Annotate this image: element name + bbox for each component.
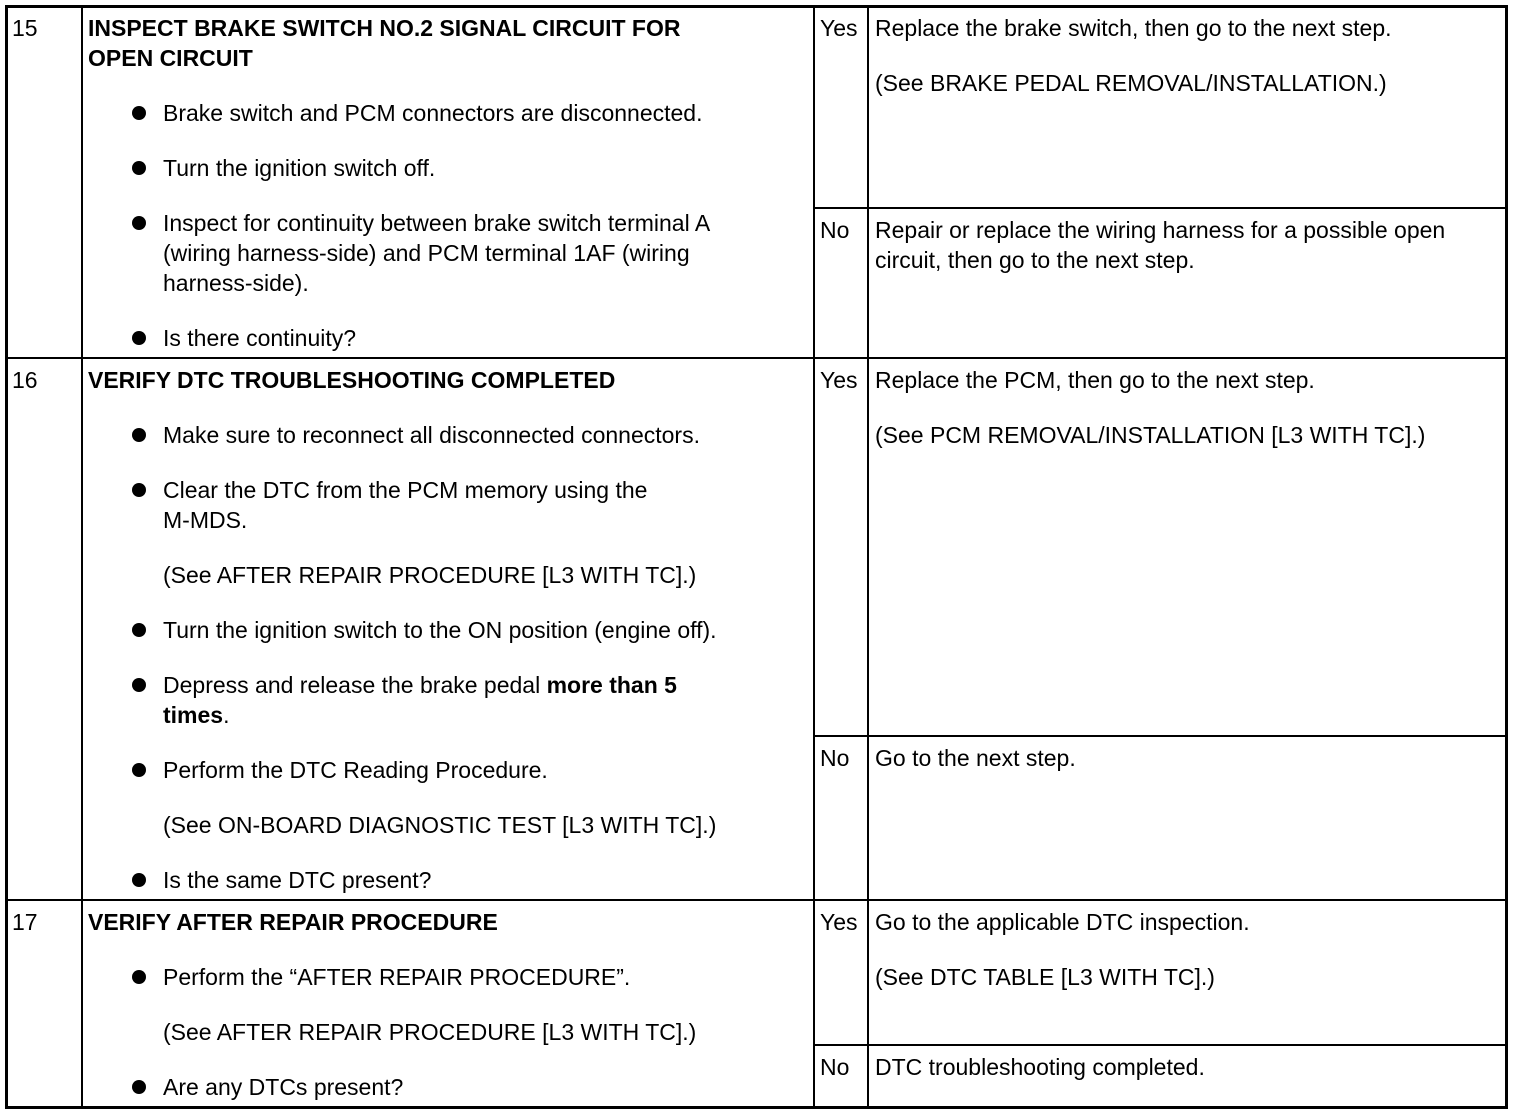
step-bullet: Turn the ignition switch to the ON position (engine off). xyxy=(163,617,717,643)
yes-no-divider xyxy=(813,207,1507,209)
step-number: 17 xyxy=(12,909,38,935)
step-bullet: Make sure to reconnect all disconnected connectors. xyxy=(163,422,700,448)
step-bullet: Inspect for continuity between brake switch terminal A xyxy=(163,210,711,236)
row-divider xyxy=(7,357,1507,359)
bullet-icon xyxy=(132,763,146,777)
step-bullet: Perform the “AFTER REPAIR PROCEDURE”. xyxy=(163,964,631,990)
step-bullet: Depress and release the brake pedal more than 5 xyxy=(163,672,677,698)
step-title: INSPECT BRAKE SWITCH NO.2 SIGNAL CIRCUIT FOR xyxy=(88,15,681,41)
yes-reference: (See DTC TABLE [L3 WITH TC].) xyxy=(875,964,1215,990)
yes-action: Replace the PCM, then go to the next step. xyxy=(875,367,1315,393)
step-title: VERIFY AFTER REPAIR PROCEDURE xyxy=(88,909,498,935)
step-bullet: M-MDS. xyxy=(163,507,248,533)
step-bullet: Is there continuity? xyxy=(163,325,357,351)
step-bullet: Is the same DTC present? xyxy=(163,867,432,893)
step-bullet: Clear the DTC from the PCM memory using the xyxy=(163,477,648,503)
no-label: No xyxy=(820,745,850,771)
step-bullet: Turn the ignition switch off. xyxy=(163,155,436,181)
bullet-icon xyxy=(132,623,146,637)
step-title: OPEN CIRCUIT xyxy=(88,45,253,71)
bullet-icon xyxy=(132,216,146,230)
no-label: No xyxy=(820,217,850,243)
no-action: circuit, then go to the next step. xyxy=(875,247,1195,273)
bullet-icon xyxy=(132,483,146,497)
yes-reference: (See PCM REMOVAL/INSTALLATION [L3 WITH TC].) xyxy=(875,422,1426,448)
bullet-icon xyxy=(132,970,146,984)
step-note: (See ON-BOARD DIAGNOSTIC TEST [L3 WITH TC].) xyxy=(163,812,717,838)
bullet-icon xyxy=(132,873,146,887)
yes-action: Replace the brake switch, then go to the next step. xyxy=(875,15,1392,41)
yes-no-divider xyxy=(813,735,1507,737)
step-note: (See AFTER REPAIR PROCEDURE [L3 WITH TC].) xyxy=(163,562,697,588)
yes-reference: (See BRAKE PEDAL REMOVAL/INSTALLATION.) xyxy=(875,70,1387,96)
row-divider xyxy=(7,899,1507,901)
bullet-icon xyxy=(132,1080,146,1094)
step-note: (See AFTER REPAIR PROCEDURE [L3 WITH TC].) xyxy=(163,1019,697,1045)
bullet-icon xyxy=(132,106,146,120)
step-bullet: harness-side). xyxy=(163,270,309,296)
step-bullet: (wiring harness-side) and PCM terminal 1AF (wiring xyxy=(163,240,690,266)
column-divider xyxy=(867,7,869,1107)
step-bullet: Perform the DTC Reading Procedure. xyxy=(163,757,548,783)
step-bullet: Are any DTCs present? xyxy=(163,1074,404,1100)
bullet-icon xyxy=(132,428,146,442)
step-number: 15 xyxy=(12,15,38,41)
bullet-icon xyxy=(132,678,146,692)
column-divider xyxy=(813,7,815,1107)
step-title: VERIFY DTC TROUBLESHOOTING COMPLETED xyxy=(88,367,616,393)
step-bullet: times. xyxy=(163,702,230,728)
yes-label: Yes xyxy=(820,909,858,935)
no-action: Repair or replace the wiring harness for a possible open xyxy=(875,217,1446,243)
bullet-icon xyxy=(132,331,146,345)
no-action: Go to the next step. xyxy=(875,745,1076,771)
yes-label: Yes xyxy=(820,367,858,393)
step-number: 16 xyxy=(12,367,38,393)
no-action: DTC troubleshooting completed. xyxy=(875,1054,1205,1080)
step-bullet: Brake switch and PCM connectors are disconnected. xyxy=(163,100,703,126)
column-divider xyxy=(81,7,83,1107)
yes-label: Yes xyxy=(820,15,858,41)
no-label: No xyxy=(820,1054,850,1080)
yes-action: Go to the applicable DTC inspection. xyxy=(875,909,1250,935)
bullet-icon xyxy=(132,161,146,175)
yes-no-divider xyxy=(813,1044,1507,1046)
